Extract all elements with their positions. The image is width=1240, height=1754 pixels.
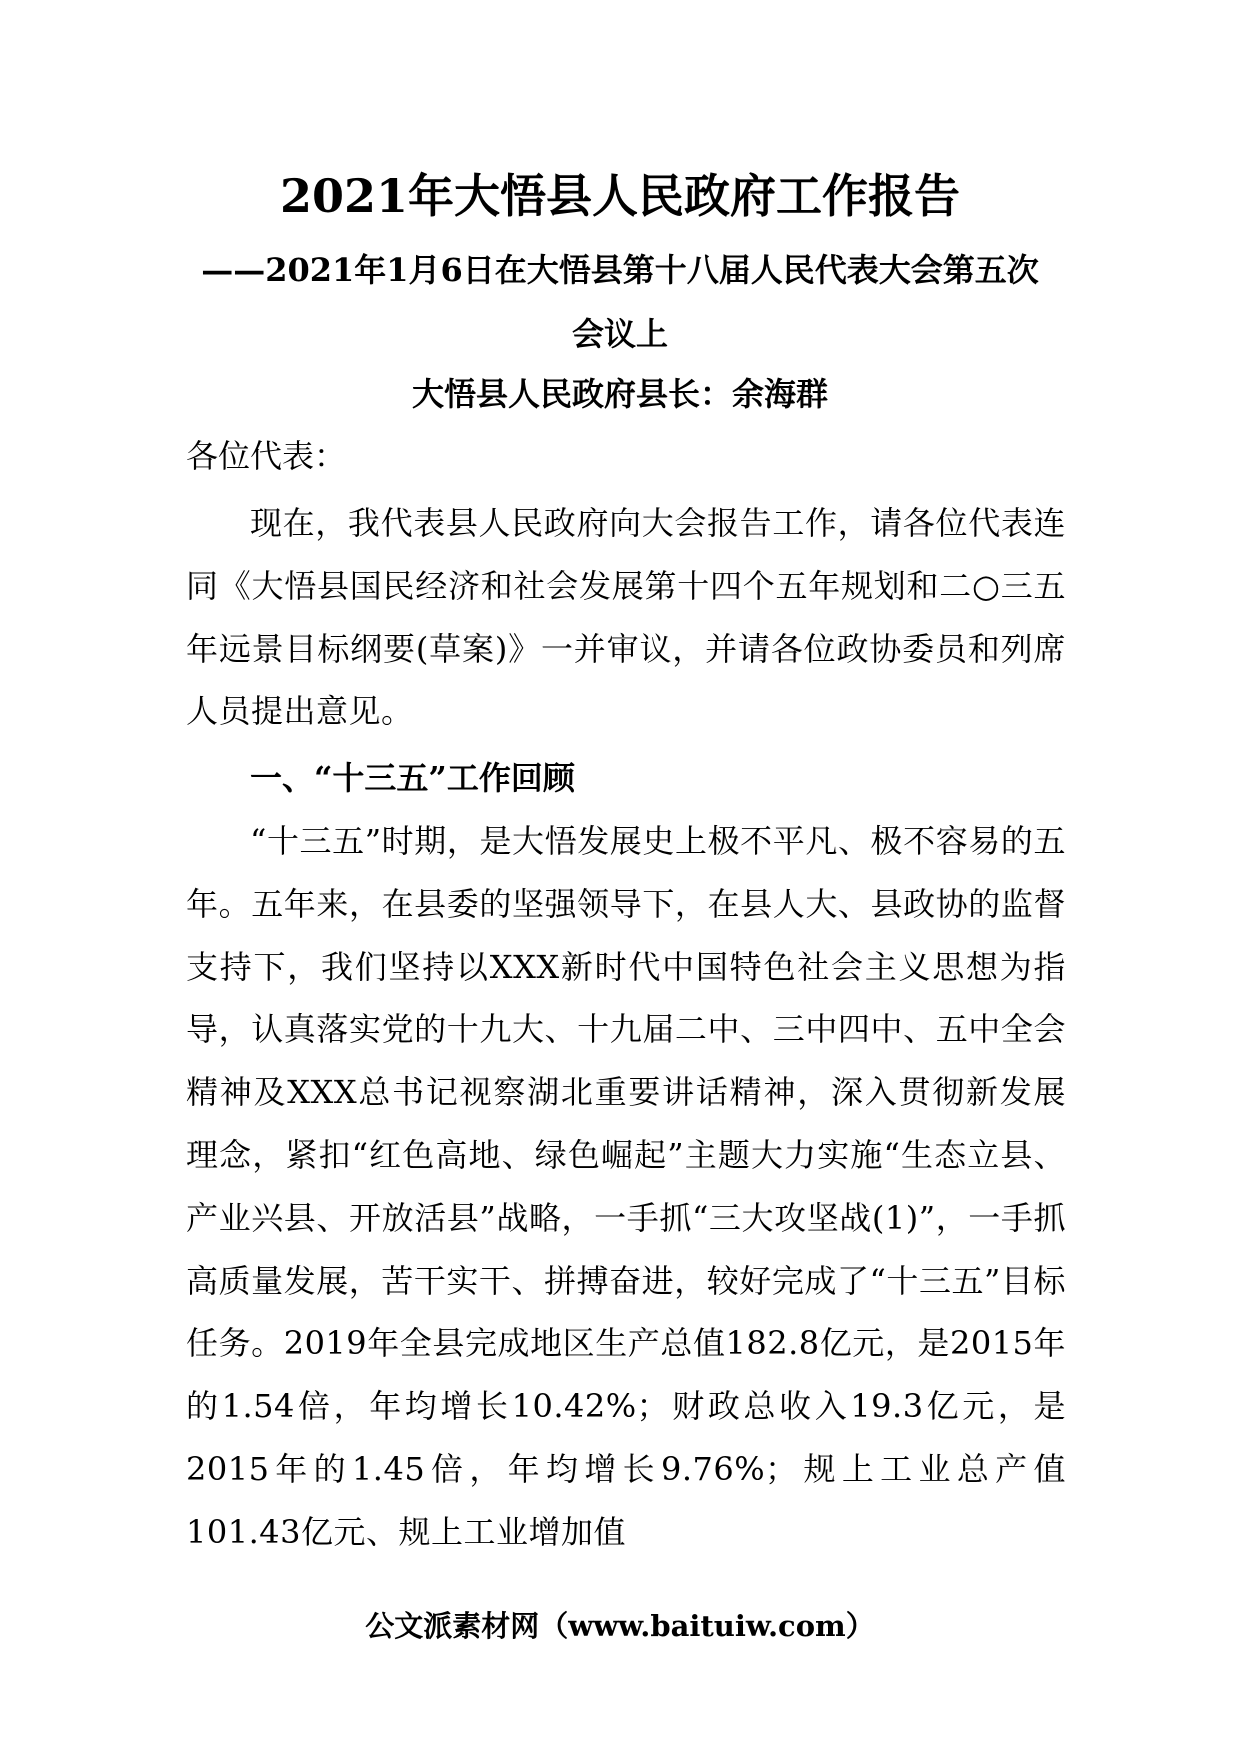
paragraph-1: 现在，我代表县人民政府向大会报告工作，请各位代表连同《大悟县国民经济和社会发展第十四个五年规划和二○三五年远景目标纲要(草案)》一并审议，并请各位政协委员和列席人员提出意见。 bbox=[186, 504, 1066, 731]
document-title: 2021年大悟县人民政府工作报告 bbox=[279, 169, 961, 223]
salutation: 各位代表： bbox=[186, 437, 347, 475]
section-heading-1: 一、“十三五”工作回顾 bbox=[250, 759, 575, 797]
footer-watermark: 公文派素材网（www.baituiw.com） bbox=[365, 1609, 875, 1643]
author-line: 大悟县人民政府县长：余海群 bbox=[411, 375, 828, 413]
document-subtitle: ——2021年1月6日在大悟县第十八届人民代表大会第五次会议上 bbox=[201, 251, 1039, 353]
paragraph-2: “十三五”时期，是大悟发展史上极不平凡、极不容易的五年。五年来，在县委的坚强领导下，在县人大、县政协的监督支持下，我们坚持以XXX新时代中国特色社会主义思想为指导，认真落实党的十九大、十九届二中、三中四中、五中全会精神及XXX总书记视察湖北重要讲话精神，深入贯彻新发展理念，紧扣“红色高地、绿色崛起”主题大力实施“生态立县、产业兴县、开放活县”战略，一手抓“三大攻坚战(1)”，一手抓高质量发展，苦干实干、拼搏奋进，较好完成了“十三五”目标任务。2019年全县完成地区生产总值182.8亿元，是2015年的1.54倍，年均增长10.42%；财政总收入19.3亿元，是2015年的1.45倍，年均增长9.76%；规上工业总产值101.43亿元、规上工业增加值 bbox=[186, 822, 1066, 1551]
